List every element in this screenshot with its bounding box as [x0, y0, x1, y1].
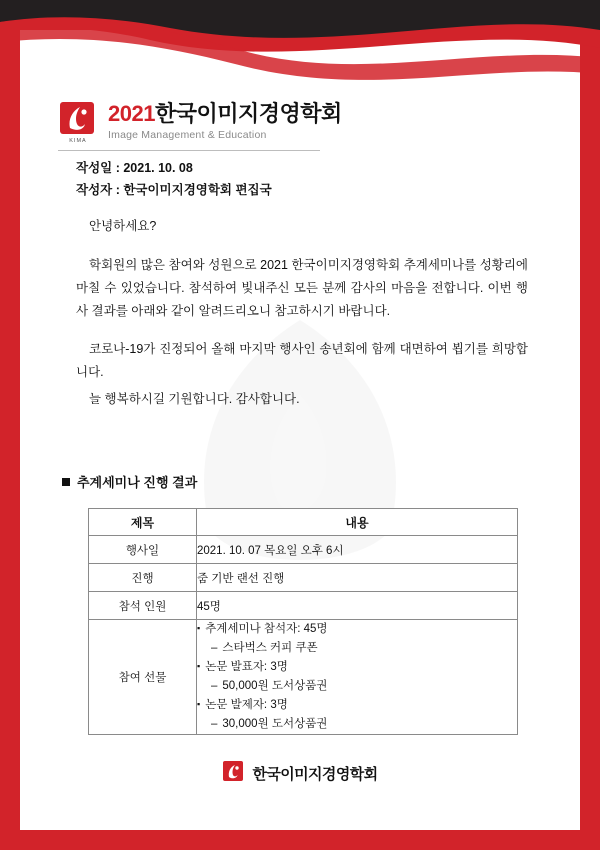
society-logo — [58, 100, 342, 144]
title-divider — [58, 150, 320, 151]
table-header-row — [89, 509, 518, 536]
meta-author: 작성자 : 한국이미지경영학회 편집국 — [76, 182, 272, 197]
body-paragraph-2: 코로나-19가 진정되어 올해 마지막 행사인 송년회에 함께 대면하여 뵙기를 희망합니다. — [76, 341, 528, 379]
row-value-gifts — [196, 620, 517, 735]
title-subtitle: Image Management & Education — [108, 129, 267, 142]
title-year: 2021 — [108, 101, 155, 126]
body-paragraph-1: 학회원의 많은 참여와 성원으로 2021 한국이미지경영학회 추계세미나를 성황리에 마칠 수 있었습니다. 참석하여 빛내주신 모든 분께 감사의 마음을 전합니다. 이번 행사 결과를 아래와 같이 알려드리오니 참고하시기 바랍니다. — [76, 258, 528, 319]
list-item: ▪ 논문 발표자: 3명 — [197, 658, 517, 677]
row-label-gifts: 참여 선물 — [89, 620, 197, 735]
list-item: – 30,000원 도서상품권 — [197, 715, 517, 734]
row-value-format: 줌 기반 랜선 진행 — [196, 564, 517, 592]
document-meta — [76, 158, 272, 202]
table-row — [89, 564, 518, 592]
frame-right-border — [580, 0, 600, 850]
row-label-attendance: 참석 인원 — [89, 592, 197, 620]
gift-list — [197, 620, 517, 734]
results-table — [88, 508, 518, 735]
row-value-event-date: 2021. 10. 07 목요일 오후 6시 — [196, 536, 517, 564]
kima-logo-label: KIMA — [69, 138, 87, 144]
square-bullet-icon — [62, 478, 70, 486]
body-paragraph-3: 늘 행복하시길 기원합니다. 감사합니다. — [89, 391, 300, 406]
body-copy — [76, 215, 528, 425]
frame-bottom-border — [0, 830, 600, 850]
footer-org-name: 한국이미지경영학회 — [252, 765, 378, 783]
table-header-content: 내용 — [196, 509, 517, 536]
row-value-attendance: 45명 — [196, 592, 517, 620]
section-heading-label: 추계세미나 진행 결과 — [77, 475, 198, 490]
section-heading — [62, 472, 197, 491]
list-item: ▪ 논문 발제자: 3명 — [197, 696, 517, 715]
list-item: ▪ 추계세미나 참석자: 45명 — [197, 620, 517, 639]
kima-logo-icon — [58, 100, 98, 144]
results-table-wrapper — [88, 508, 518, 735]
list-item: – 스타벅스 커피 쿠폰 — [197, 639, 517, 658]
table-row — [89, 536, 518, 564]
table-row — [89, 620, 518, 735]
row-label-event-date: 행사일 — [89, 536, 197, 564]
page-title — [108, 102, 342, 126]
frame-left-border — [0, 0, 20, 850]
list-item: – 50,000원 도서상품권 — [197, 677, 517, 696]
title-org: 한국이미지경영학회 — [154, 101, 342, 126]
footer-logo-icon — [222, 760, 244, 786]
table-row — [89, 592, 518, 620]
row-label-format: 진행 — [89, 564, 197, 592]
meta-date: 작성일 : 2021. 10. 08 — [76, 161, 193, 175]
table-header-title: 제목 — [89, 509, 197, 536]
footer-logo — [0, 760, 600, 786]
greeting-paragraph: 안녕하세요? — [89, 219, 157, 233]
